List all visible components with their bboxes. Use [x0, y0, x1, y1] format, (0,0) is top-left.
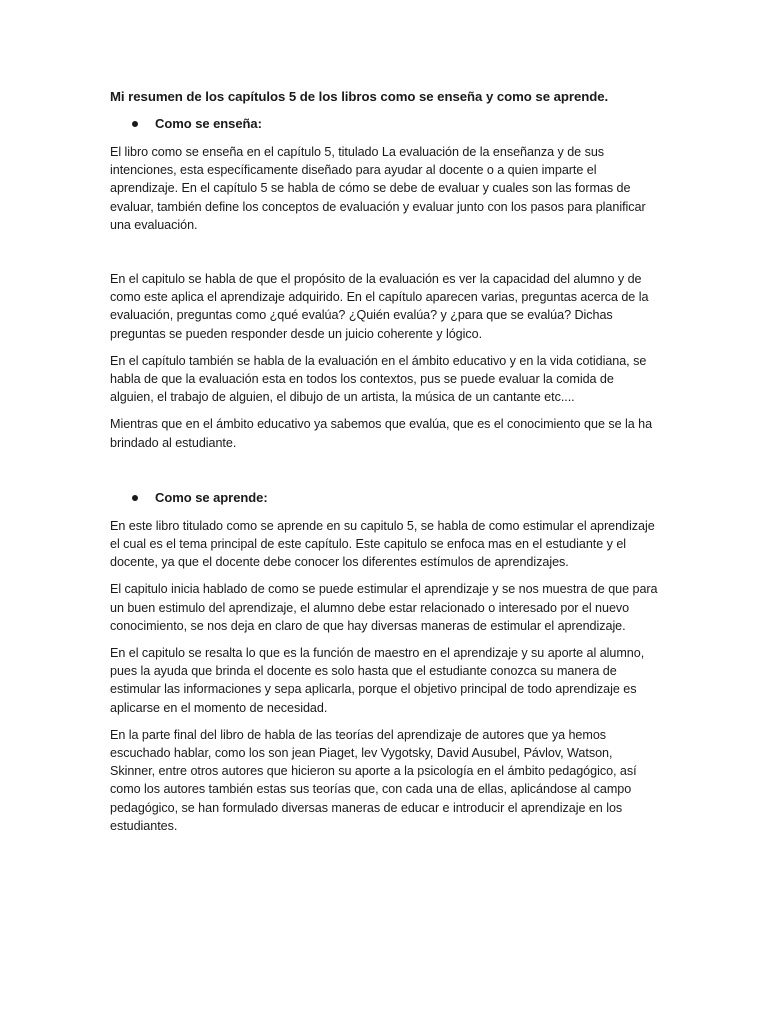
- paragraph: En el capitulo se habla de que el propósito de la evaluación es ver la capacidad del alumno y de como este aplica el aprendizaje adquirido. En el capítulo aparecen varias, preguntas acerca de la evaluación, preguntas como ¿qué evalúa? ¿Quién evalúa? y ¿para que se evalúa? Dichas preguntas se pueden responder desde un juicio coherente y lógico.: [110, 272, 649, 341]
- blank-line: [110, 461, 658, 489]
- paragraph: Mientras que en el ámbito educativo ya sabemos que evalúa, que es el conocimiento que se la ha brindado al estudiante.: [110, 417, 653, 450]
- paragraph: En la parte final del libro de habla de las teorías del aprendizaje de autores que ya hemos escuchado hablar, como los son jean Piaget, lev Vygotsky, David Ausubel, Pávlov, Watson, Skinner, entre otros autores que hicieron su aporte a la psicología en el ámbito pedagógico, así como los autores también estas sus teorías que, con cada una de ellas, aplicándose al campo pedagógico, se han formulado diversas maneras de educar e introducir el aprendizaje en los estudiantes.: [110, 727, 637, 833]
- paragraph: El capitulo inicia hablado de como se puede estimular el aprendizaje y se nos muestra de que para un buen estimulo del aprendizaje, el alumno debe estar relacionado o interesado por el nuevo conocimiento, se nos deja en claro de que hay diversas maneras de estimular el aprendizaje.: [110, 582, 658, 633]
- paragraph: El libro como se enseña en el capítulo 5, titulado La evaluación de la enseñanza y de sus intenciones, esta específicamente diseñado para ayudar al docente o a quien imparte el aprendizaje. En el capítulo 5 se habla de cómo se debe de evaluar y cuales son las formas de evaluar, también define los conceptos de evaluación y evaluar junto con los pasos para planificar una evaluación.: [110, 145, 646, 232]
- section-heading-aprende: [110, 489, 658, 507]
- bullet-icon: [132, 495, 138, 501]
- paragraph: En el capítulo también se habla de la evaluación en el ámbito educativo y en la vida cotidiana, se habla de que la evaluación esta en todos los contextos, pus se puede evaluar la comida de alguien, el trabajo de alguien, el dibujo de un artista, la música de un cantante etc....: [110, 353, 647, 405]
- bullet-icon: [132, 121, 138, 127]
- blank-line: [110, 243, 658, 270]
- paragraph: En el capitulo se resalta lo que es la función de maestro en el aprendizaje y su aporte al alumno, pues la ayuda que brinda el docente es solo hasta que el estudiante conozca su manera de estimular las informaciones y sepa aplicarla, porque el objetivo principal de todo aprendizaje es aplicarse en el momento de necesidad.: [110, 646, 645, 715]
- section-heading-ensena: [110, 115, 658, 133]
- document-body: [110, 88, 658, 844]
- paragraph: En este libro titulado como se aprende en su capitulo 5, se habla de como estimular el aprendizaje el cual es el tema principal de este capítulo. Este capitulo se enfoca mas en el estudiante y el docente, ya que el docente debe conocer los diferentes estímulos de aprendizajes.: [110, 518, 655, 570]
- document-title: Mi resumen de los capítulos 5 de los libros como se enseña y como se aprende.: [110, 89, 609, 104]
- section-heading-label: Como se enseña:: [155, 116, 262, 131]
- section-heading-label: Como se aprende:: [155, 489, 268, 505]
